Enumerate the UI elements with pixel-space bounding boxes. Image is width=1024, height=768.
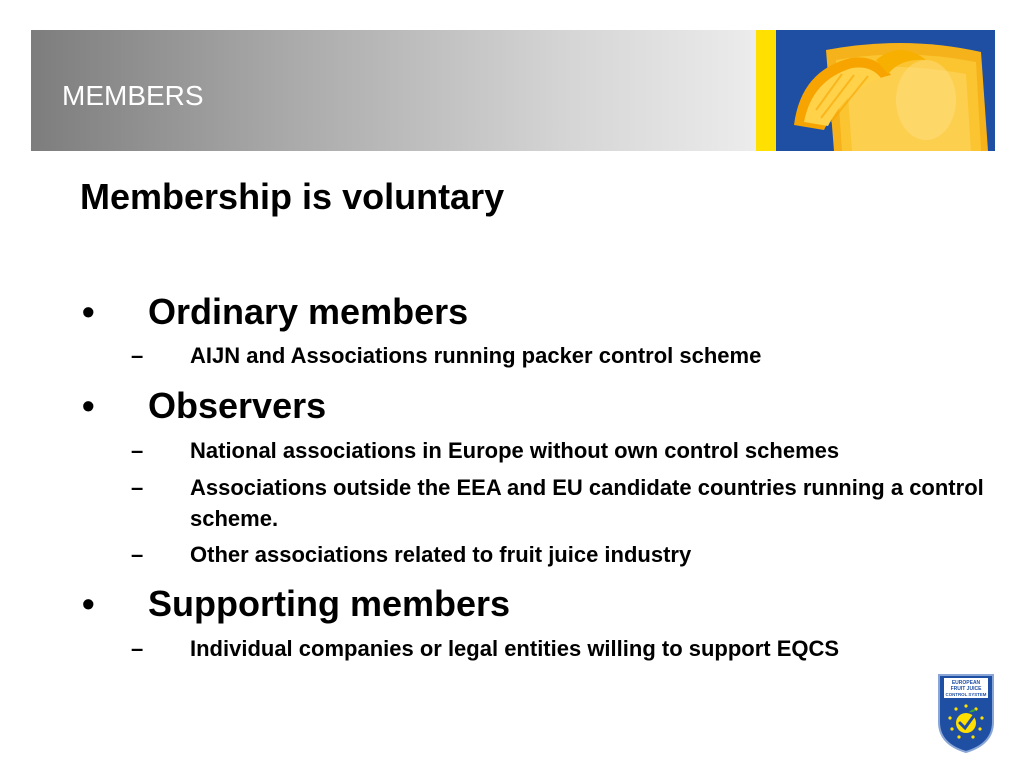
- bullet-ordinary: •: [82, 291, 95, 332]
- eqcs-shield-icon: [936, 672, 996, 754]
- dash: –: [131, 542, 144, 567]
- heading-supporting-members: Supporting members: [148, 583, 511, 624]
- svg-text:CONTROL SYSTEM: CONTROL SYSTEM: [945, 692, 987, 697]
- subtitle: Membership is voluntary: [80, 176, 505, 217]
- orange-juice-image: [776, 30, 995, 151]
- list-item: Associations outside the EEA and EU candidate countries running a control scheme.: [190, 475, 984, 531]
- list-item: Individual companies or legal entities willing to support EQCS: [190, 636, 840, 661]
- dash: –: [131, 475, 144, 500]
- dash: –: [131, 636, 144, 661]
- accent-stripe: [756, 30, 776, 151]
- heading-ordinary-members: Ordinary members: [148, 291, 469, 332]
- svg-text:EUROPEAN: EUROPEAN: [951, 680, 981, 686]
- heading-observers: Observers: [148, 385, 327, 426]
- list-item: National associations in Europe without own control schemes: [190, 438, 840, 463]
- page-title: MEMBERS: [62, 80, 204, 111]
- bullet-supporting: •: [82, 583, 95, 624]
- dash: –: [131, 438, 144, 463]
- svg-text:FRUIT JUICE: FRUIT JUICE: [950, 686, 982, 692]
- list-item: AIJN and Associations running packer control scheme: [190, 343, 762, 368]
- dash: –: [131, 343, 144, 368]
- list-item: Other associations related to fruit juice industry: [190, 542, 692, 567]
- bullet-observers: •: [82, 385, 95, 426]
